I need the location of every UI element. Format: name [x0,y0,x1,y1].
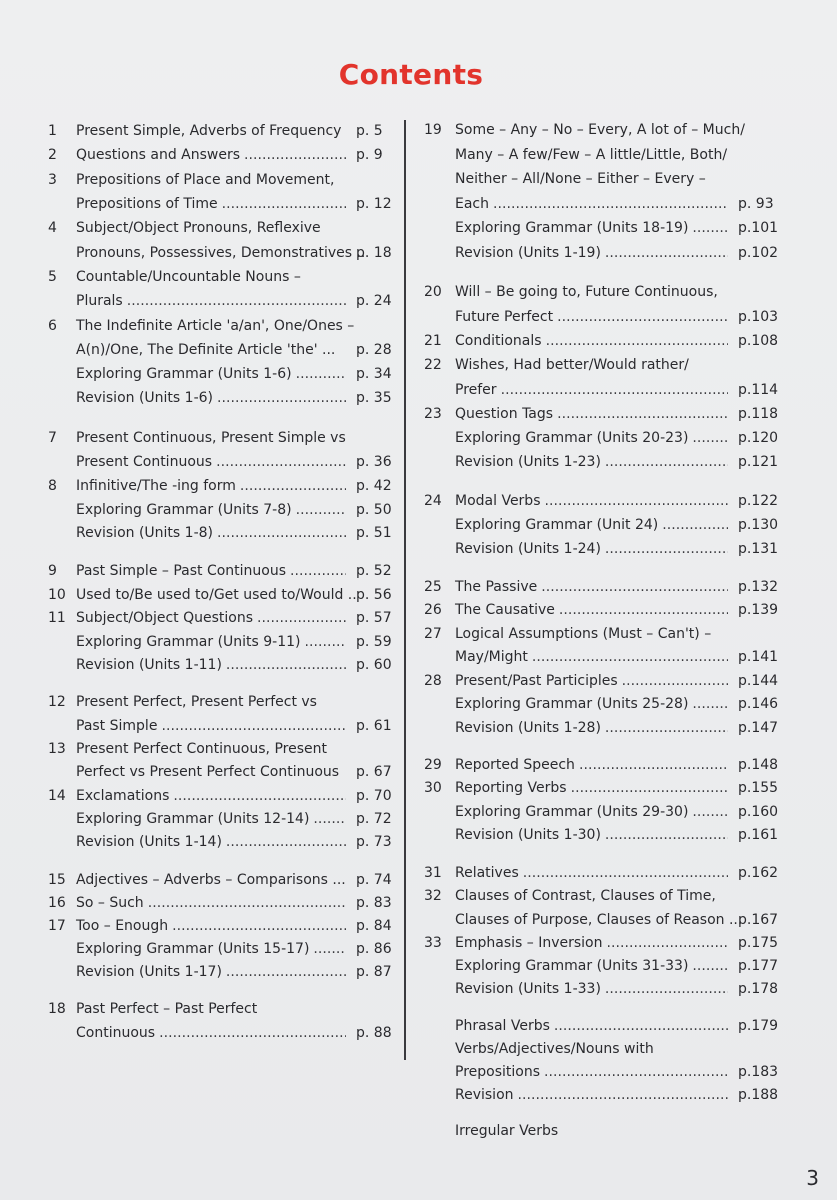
dot-leader [217,522,346,544]
contents-entry [48,961,396,983]
contents-entry [424,217,778,239]
page-ref: p.155 [738,780,779,796]
entry-title: Phrasal Verbs [455,1018,550,1034]
unit-number: 32 [424,888,442,904]
entry-title: Exclamations [76,788,170,804]
contents-entry [424,885,778,907]
contents-entry [48,169,396,191]
entry-title: Revision (Units 1-14) [76,834,222,850]
unit-number: 12 [48,694,66,710]
contents-entry [48,290,396,312]
page-ref: p. 52 [356,563,392,579]
contents-entry [424,824,778,846]
dot-leader [692,217,728,239]
unit-number: 29 [424,757,442,773]
page-ref: p. 12 [356,196,392,212]
contents-entry [48,938,396,960]
contents-entry [424,1084,778,1106]
page-ref: p.146 [738,696,779,712]
dot-leader [161,715,346,737]
entry-title: Relatives [455,865,519,881]
page-ref: p.102 [738,245,779,261]
entry-title: Exploring Grammar (Units 12-14) [76,811,310,827]
entry-title: Will – Be going to, Future Continuous, [455,284,718,300]
contents-entry [48,1022,396,1044]
contents-entry [424,514,778,536]
entry-title: Conditionals [455,333,542,349]
contents-entry [48,475,396,497]
dot-leader [554,1015,728,1037]
entry-title: Exploring Grammar (Units 18-19) [455,220,689,236]
page-ref: p. 83 [356,895,392,911]
entry-title: Exploring Grammar (Units 15-17) [76,941,310,957]
dot-leader [313,938,346,960]
contents-entry [48,761,396,783]
entry-title: Revision (Units 1-28) [455,720,601,736]
unit-number: 11 [48,610,66,626]
unit-number: 7 [48,430,57,446]
contents-entry [48,363,396,385]
entry-title: Pronouns, Possessives, Demonstratives .. [76,245,366,261]
unit-number: 20 [424,284,442,300]
dot-leader [216,451,346,473]
dot-leader [545,490,729,512]
contents-entry [48,738,396,760]
entry-title: Revision (Units 1-11) [76,657,222,673]
contents-entry [424,693,778,715]
dot-leader [544,1061,728,1083]
dot-leader [127,290,346,312]
page-ref: p.148 [738,757,779,773]
page-ref: p. 70 [356,788,392,804]
contents-entry [424,490,778,512]
contents-entry [48,869,396,891]
page-ref: p. 74 [356,872,392,888]
contents-entry [48,120,396,142]
entry-title: Exploring Grammar (Units 25-28) [455,696,689,712]
entry-title: Plurals [76,293,123,309]
contents-entry [424,717,778,739]
entry-title: Exploring Grammar (Units 9-11) [76,634,301,650]
contents-entry [424,1038,778,1060]
page-ref: p. 50 [356,502,392,518]
contents-entry [424,427,778,449]
dot-leader [501,379,728,401]
entry-title: Exploring Grammar (Units 31-33) [455,958,689,974]
entry-title: Prepositions of Time [76,196,218,212]
contents-entry [424,955,778,977]
column-divider [404,120,406,1060]
contents-entry [48,522,396,544]
page-ref: p. 59 [356,634,392,650]
entry-title: Used to/Be used to/Get used to/Would .. [76,587,357,603]
entry-title: Clauses of Contrast, Clauses of Time, [455,888,716,904]
page-ref: p. 5 [356,123,383,139]
entry-title: Present Perfect Continuous, Present [76,741,327,757]
contents-entry [424,862,778,884]
page-ref: p.122 [738,493,779,509]
page-ref: p.162 [738,865,779,881]
dot-leader [257,607,346,629]
unit-number: 3 [48,172,57,188]
dot-leader [226,831,346,853]
entry-title: Future Perfect [455,309,554,325]
entry-title: Present Continuous [76,454,213,470]
unit-number: 2 [48,147,57,163]
page-ref: p. 60 [356,657,392,673]
entry-title: Present Continuous, Present Simple vs [76,430,346,446]
unit-number: 28 [424,673,442,689]
page-ref: p. 73 [356,834,392,850]
dot-leader [605,242,728,264]
entry-title: Revision (Units 1-6) [76,390,213,406]
unit-number: 25 [424,579,442,595]
page-ref: p.141 [738,649,779,665]
page-ref: p. 87 [356,964,392,980]
entry-title: Perfect vs Present Perfect Continuous [76,764,340,780]
dot-leader [493,193,728,215]
page-ref: p. 42 [356,478,392,494]
unit-number: 4 [48,220,57,236]
page-ref: p.183 [738,1064,779,1080]
dot-leader [692,427,728,449]
contents-entry [424,119,778,141]
dot-leader [290,560,346,582]
contents-entry [48,998,396,1020]
page-ref: p.139 [738,602,779,618]
unit-number: 15 [48,872,66,888]
dot-leader [172,915,346,937]
entry-title: Question Tags [455,406,554,422]
dot-leader [217,387,346,409]
unit-number: 5 [48,269,57,285]
page-ref: p.161 [738,827,779,843]
entry-title: Modal Verbs [455,493,541,509]
contents-entry [424,144,778,166]
entry-title: Past Perfect – Past Perfect [76,1001,258,1017]
contents-entry [48,607,396,629]
dot-leader [244,144,346,166]
entry-title: Reporting Verbs [455,780,567,796]
entry-title: The Causative [455,602,555,618]
page-ref: p. 67 [356,764,392,780]
page-ref: p.177 [738,958,779,974]
entry-title: Prepositions [455,1064,541,1080]
page-ref: p.144 [738,673,779,689]
entry-title: Revision [455,1087,514,1103]
dot-leader [662,514,728,536]
contents-entry [48,560,396,582]
entry-title: Irregular Verbs [455,1123,559,1139]
page-ref: p.103 [738,309,779,325]
contents-entry [48,266,396,288]
dot-leader [523,862,728,884]
contents-entry [424,599,778,621]
unit-number: 23 [424,406,442,422]
entry-title: Neither – All/None – Either – Every – [455,171,706,187]
contents-entry [424,646,778,668]
page-ref: p.132 [738,579,779,595]
entry-title: Emphasis – Inversion [455,935,603,951]
entry-title: Too – Enough [76,918,169,934]
entry-title: Adjectives – Adverbs – Comparisons ... [76,872,346,888]
contents-entry [48,144,396,166]
unit-number: 8 [48,478,57,494]
entry-title: Past Simple [76,718,158,734]
page-ref: p.101 [738,220,779,236]
contents-entry [48,217,396,239]
contents-entry [48,584,396,606]
page-ref: p. 24 [356,293,392,309]
contents-entry [48,427,396,449]
dot-leader [605,451,728,473]
dot-leader [305,631,346,653]
unit-number: 10 [48,587,66,603]
unit-number: 21 [424,333,442,349]
unit-number: 17 [48,918,66,934]
page-ref: p.120 [738,430,779,446]
dot-leader [606,932,728,954]
entry-title: Reported Speech [455,757,575,773]
page-ref: p. 61 [356,718,392,734]
unit-number: 13 [48,741,66,757]
page-ref: p.121 [738,454,779,470]
entry-title: A(n)/One, The Definite Article 'the' ... [76,342,336,358]
dot-leader [296,363,346,385]
contents-entry [48,715,396,737]
contents-entry [48,915,396,937]
entry-title: Logical Assumptions (Must – Can't) – [455,626,712,642]
contents-entry [424,801,778,823]
contents-entry [424,330,778,352]
page-ref: p. 56 [356,587,392,603]
entry-title: Exploring Grammar (Units 29-30) [455,804,689,820]
entry-title: Some – Any – No – Every, A lot of – Much/ [455,122,745,138]
page-ref: p.175 [738,935,779,951]
page-ref: p.167 [738,912,779,928]
contents-entry [48,785,396,807]
page-ref: p.114 [738,382,779,398]
dot-leader [571,777,728,799]
entry-title: Clauses of Purpose, Clauses of Reason ... [455,912,743,928]
page-ref: p. 84 [356,918,392,934]
unit-number: 22 [424,357,442,373]
entry-title: Revision (Units 1-23) [455,454,601,470]
dot-leader [226,654,346,676]
unit-number: 27 [424,626,442,642]
entry-title: Past Simple – Past Continuous [76,563,287,579]
unit-number: 24 [424,493,442,509]
page-ref: p.179 [738,1018,779,1034]
page-ref: p.131 [738,541,779,557]
unit-number: 18 [48,1001,66,1017]
unit-number: 19 [424,122,442,138]
entry-title: Revision (Units 1-17) [76,964,222,980]
entry-title: Revision (Units 1-19) [455,245,601,261]
unit-number: 31 [424,865,442,881]
entry-title: Continuous [76,1025,156,1041]
dot-leader [559,599,728,621]
entry-title: Infinitive/The -ing form [76,478,236,494]
entry-title: Prepositions of Place and Movement, [76,172,335,188]
unit-number: 1 [48,123,57,139]
page-ref: p. 28 [356,342,392,358]
page-ref: p.108 [738,333,779,349]
entry-title: So – Such [76,895,144,911]
dot-leader [605,538,728,560]
contents-entry [48,339,396,361]
entry-title: Many – A few/Few – A little/Little, Both/ [455,147,728,163]
contents-entry [48,451,396,473]
page-ref: p.130 [738,517,779,533]
contents-entry [48,691,396,713]
contents-entry [48,831,396,853]
contents-entry [424,623,778,645]
entry-title: Exploring Grammar (Unit 24) [455,517,659,533]
contents-entry [424,978,778,1000]
dot-leader [226,961,346,983]
dot-leader [222,193,346,215]
contents-entry [424,281,778,303]
entry-title: Verbs/Adjectives/Nouns with [455,1041,654,1057]
entry-title: May/Might [455,649,528,665]
entry-title: Subject/Object Questions [76,610,254,626]
page-ref: p. 57 [356,610,392,626]
entry-title: Revision (Units 1-24) [455,541,601,557]
contents-entry [424,576,778,598]
entry-title: Each [455,196,489,212]
contents-entry [424,932,778,954]
unit-number: 16 [48,895,66,911]
entry-title: Wishes, Had better/Would rather/ [455,357,689,373]
contents-entry [48,387,396,409]
entry-title: Present Perfect, Present Perfect vs [76,694,317,710]
page-ref: p. 18 [356,245,392,261]
page-ref: p. 72 [356,811,392,827]
page-ref: p.188 [738,1087,779,1103]
page-ref: p. 88 [356,1025,392,1041]
dot-leader [159,1022,346,1044]
contents-entry [424,193,778,215]
entry-title: Present Simple, Adverbs of Frequency [76,123,342,139]
page-ref: p. 35 [356,390,392,406]
dot-leader [622,670,728,692]
contents-entry [424,379,778,401]
dot-leader [579,754,728,776]
page-ref: p. 86 [356,941,392,957]
entry-title: Countable/Uncountable Nouns – [76,269,301,285]
contents-entry [424,1061,778,1083]
dot-leader [518,1084,728,1106]
entry-title: Prefer [455,382,497,398]
contents-entry [424,451,778,473]
entry-title: Questions and Answers [76,147,241,163]
contents-entry [424,1120,778,1142]
contents-entry [424,1015,778,1037]
contents-entry [48,892,396,914]
dot-leader [546,330,728,352]
contents-entry [48,193,396,215]
entry-title: Subject/Object Pronouns, Reflexive [76,220,321,236]
contents-entry [48,631,396,653]
entry-title: Exploring Grammar (Units 20-23) [455,430,689,446]
page-ref: p. 34 [356,366,392,382]
entry-title: Exploring Grammar (Units 7-8) [76,502,292,518]
dot-leader [605,717,728,739]
contents-entry [424,242,778,264]
entry-title: The Passive [455,579,538,595]
page-title: Contents [338,58,484,91]
page-ref: p.118 [738,406,779,422]
contents-entry [48,315,396,337]
dot-leader [541,576,728,598]
page-ref: p. 36 [356,454,392,470]
entry-title: Present/Past Participles [455,673,618,689]
page-number: 3 [806,1166,819,1190]
dot-leader [173,785,346,807]
dot-leader [296,499,346,521]
entry-title: Revision (Units 1-8) [76,525,213,541]
unit-number: 30 [424,780,442,796]
unit-number: 33 [424,935,442,951]
dot-leader [532,646,728,668]
contents-entry [48,808,396,830]
dot-leader [557,403,728,425]
page-ref: p. 93 [738,196,774,212]
dot-leader [148,892,346,914]
entry-title: Revision (Units 1-33) [455,981,601,997]
contents-entry [48,499,396,521]
unit-number: 14 [48,788,66,804]
entry-title: Exploring Grammar (Units 1-6) [76,366,292,382]
unit-number: 26 [424,602,442,618]
contents-entry [424,754,778,776]
dot-leader [692,955,728,977]
contents-entry [48,242,396,264]
page-ref: p. 51 [356,525,392,541]
entry-title: The Indefinite Article 'a/an', One/Ones – [76,318,355,334]
page-ref: p. 9 [356,147,383,163]
contents-entry [424,538,778,560]
page-ref: p.147 [738,720,779,736]
contents-entry [48,654,396,676]
contents-entry [424,670,778,692]
contents-entry [424,354,778,376]
contents-entry [424,306,778,328]
contents-entry [424,909,778,931]
page-ref: p.160 [738,804,779,820]
dot-leader [240,475,346,497]
entry-title: Revision (Units 1-30) [455,827,601,843]
unit-number: 6 [48,318,57,334]
dot-leader [692,801,728,823]
page-ref: p.178 [738,981,779,997]
contents-entry [424,777,778,799]
dot-leader [692,693,728,715]
dot-leader [313,808,346,830]
dot-leader [557,306,728,328]
contents-entry [424,403,778,425]
contents-entry [424,168,778,190]
dot-leader [605,978,728,1000]
unit-number: 9 [48,563,57,579]
dot-leader [605,824,728,846]
